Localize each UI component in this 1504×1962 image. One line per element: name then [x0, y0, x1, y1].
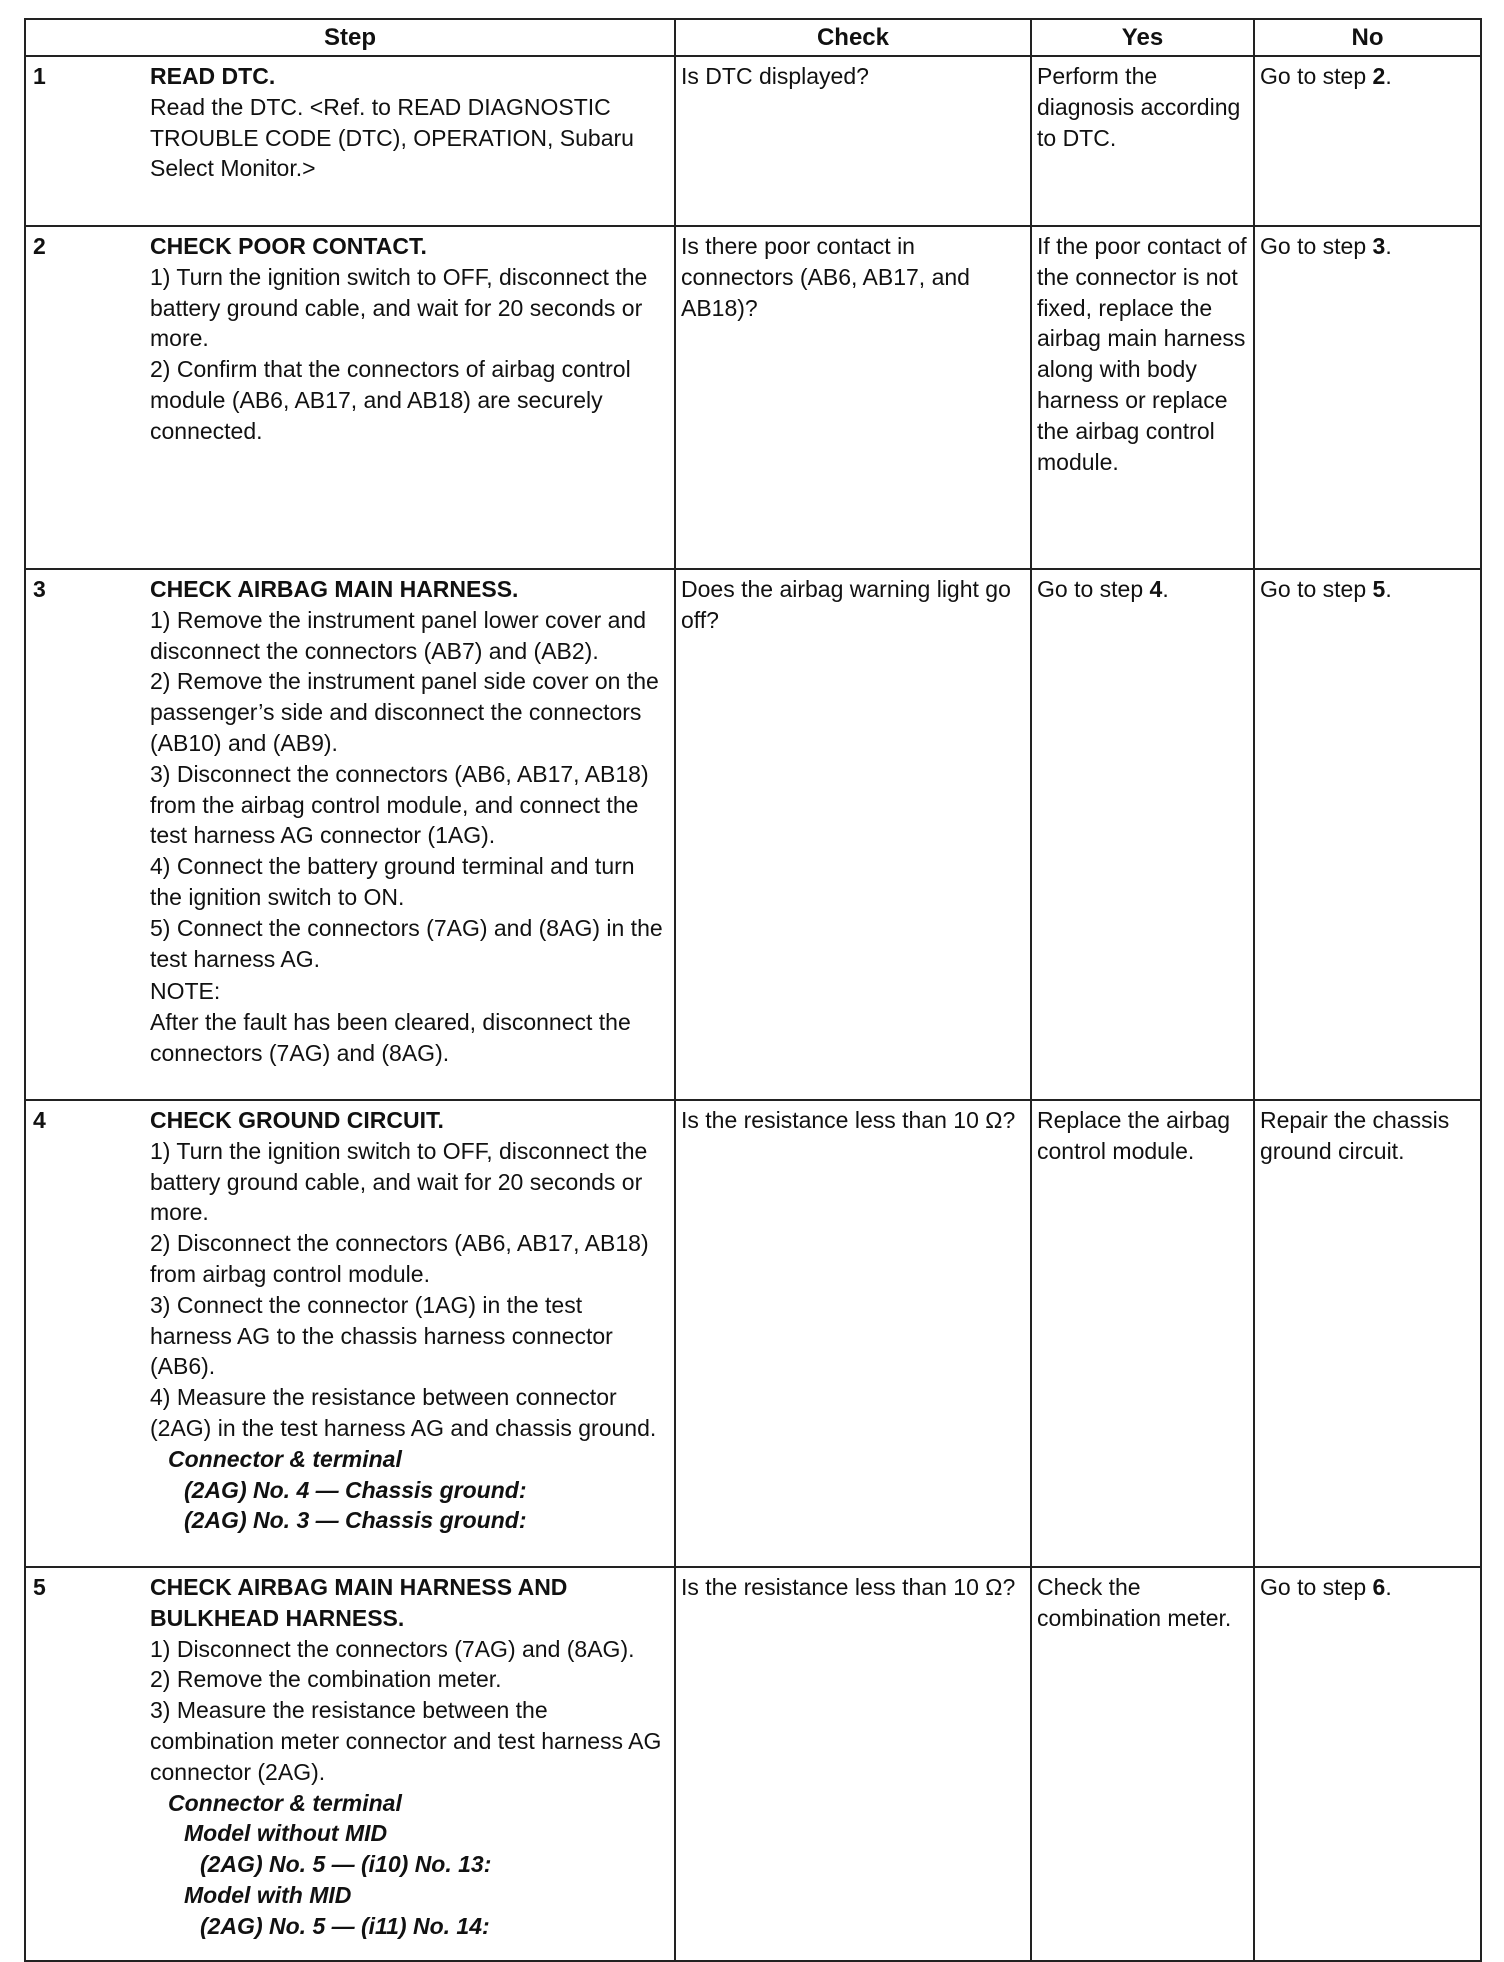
header-check: Check	[675, 19, 1031, 56]
no-cell	[1254, 56, 1481, 226]
step-number: 5	[33, 1574, 46, 1600]
no-prefix: Go to step	[1260, 1574, 1373, 1600]
no-suffix: .	[1385, 63, 1392, 89]
spec-heading: Connector & terminal	[168, 1789, 402, 1816]
yes-cell: Check the combination meter.	[1031, 1567, 1254, 1961]
step-instruction: 5) Connect the connectors (7AG) and (8AG) in the test harness AG.	[150, 914, 663, 972]
step-cell	[25, 1100, 675, 1567]
note-text: After the fault has been cleared, disconnect the connectors (7AG) and (8AG).	[150, 1009, 631, 1066]
no-step-ref: 2	[1372, 63, 1386, 89]
no-cell	[1254, 1567, 1481, 1961]
yes-step-ref: 4	[1149, 576, 1163, 602]
step-cell	[25, 56, 675, 226]
no-suffix: .	[1385, 233, 1392, 259]
no-cell	[1254, 569, 1481, 1100]
no-suffix: .	[1385, 1574, 1392, 1600]
step-cell	[25, 1567, 675, 1961]
header-row	[25, 19, 1481, 56]
check-cell: Does the airbag warning light go off?	[675, 569, 1031, 1100]
step-title: CHECK POOR CONTACT.	[150, 233, 427, 259]
step-title: CHECK AIRBAG MAIN HARNESS.	[150, 576, 519, 602]
step-row-2	[25, 226, 1481, 569]
step-instruction: 1) Turn the ignition switch to OFF, disconnect the battery ground cable, and wait for 20 seconds or more.	[150, 263, 648, 352]
step-row-5	[25, 1567, 1481, 1961]
header-step: Step	[25, 19, 675, 56]
step-number: 3	[33, 576, 46, 602]
spec-heading: Connector & terminal	[168, 1445, 402, 1472]
diagnostic-table	[24, 18, 1482, 1962]
spec-line: (2AG) No. 5 — (i10) No. 13:	[200, 1851, 492, 1878]
header-no: No	[1254, 19, 1481, 56]
step-instruction: 2) Confirm that the connectors of airbag control module (AB6, AB17, and AB18) are securely connected.	[150, 356, 631, 444]
step-instruction: 2) Disconnect the connectors (AB6, AB17, AB18) from airbag control module.	[150, 1230, 649, 1287]
step-title: READ DTC.	[150, 63, 276, 89]
no-step-ref: 6	[1372, 1574, 1386, 1600]
no-step-ref: 3	[1372, 233, 1386, 259]
step-instruction: 1) Disconnect the connectors (7AG) and (8AG).	[150, 1635, 635, 1662]
no-step-ref: 5	[1372, 576, 1386, 602]
no-prefix: Go to step	[1260, 233, 1373, 259]
step-instruction: 2) Remove the instrument panel side cover on the passenger’s side and disconnect the connectors (AB10) and (AB9).	[150, 668, 659, 756]
check-cell: Is there poor contact in connectors (AB6, AB17, and AB18)?	[675, 226, 1031, 569]
check-cell: Is the resistance less than 10 Ω?	[675, 1100, 1031, 1567]
step-instruction: 2) Remove the combination meter.	[150, 1666, 502, 1693]
step-instruction: Read the DTC. <Ref. to READ DIAGNOSTIC TROUBLE CODE (DTC), OPERATION, Subaru Select Monitor.>	[150, 93, 634, 182]
yes-prefix: Go to step	[1037, 576, 1150, 602]
step-instruction: 3) Connect the connector (1AG) in the test harness AG to the chassis harness connector (AB6).	[150, 1291, 613, 1380]
yes-cell	[1031, 569, 1254, 1100]
no-prefix: Go to step	[1260, 63, 1373, 89]
spec-model: Model without MID	[184, 1820, 388, 1847]
step-instruction: 3) Measure the resistance between the combination meter connector and test harness AG connector (2AG).	[150, 1697, 662, 1785]
step-instruction: 4) Connect the battery ground terminal and turn the ignition switch to ON.	[150, 853, 635, 910]
step-number: 1	[33, 63, 46, 89]
step-title: CHECK GROUND CIRCUIT.	[150, 1107, 444, 1133]
no-suffix: .	[1385, 576, 1392, 602]
step-row-3	[25, 569, 1481, 1100]
step-cell	[25, 226, 675, 569]
no-prefix: Go to step	[1260, 576, 1373, 602]
check-cell: Is DTC displayed?	[675, 56, 1031, 226]
yes-suffix: .	[1162, 576, 1169, 602]
spec-line: (2AG) No. 4 — Chassis ground:	[184, 1476, 527, 1503]
step-number: 2	[33, 233, 46, 259]
step-number: 4	[33, 1107, 46, 1133]
step-row-4	[25, 1100, 1481, 1567]
yes-cell: Replace the airbag control module.	[1031, 1100, 1254, 1567]
spec-line: (2AG) No. 3 — Chassis ground:	[184, 1507, 527, 1534]
step-instruction: 4) Measure the resistance between connector (2AG) in the test harness AG and chassis ground.	[150, 1384, 657, 1441]
note-label: NOTE:	[150, 978, 221, 1005]
no-cell: Repair the chassis ground circuit.	[1254, 1100, 1481, 1567]
spec-model: Model with MID	[184, 1881, 352, 1908]
step-title: CHECK AIRBAG MAIN HARNESS AND BULKHEAD HARNESS.	[150, 1574, 568, 1631]
yes-cell: Perform the diagnosis according to DTC.	[1031, 56, 1254, 226]
step-instruction: 1) Remove the instrument panel lower cover and disconnect the connectors (AB7) and (AB2).	[150, 606, 647, 664]
spec-line: (2AG) No. 5 — (i11) No. 14:	[200, 1912, 490, 1939]
step-instruction: 1) Turn the ignition switch to OFF, disconnect the battery ground cable, and wait for 20 seconds or more.	[150, 1137, 648, 1226]
no-cell	[1254, 226, 1481, 569]
header-yes: Yes	[1031, 19, 1254, 56]
step-row-1	[25, 56, 1481, 226]
step-instruction: 3) Disconnect the connectors (AB6, AB17, AB18) from the airbag control module, and connect the test harness AG connector (1AG).	[150, 760, 649, 849]
check-cell: Is the resistance less than 10 Ω?	[675, 1567, 1031, 1961]
yes-cell: If the poor contact of the connector is not fixed, replace the airbag main harness along with body harness or replace the airbag control module.	[1031, 226, 1254, 569]
step-cell	[25, 569, 675, 1100]
